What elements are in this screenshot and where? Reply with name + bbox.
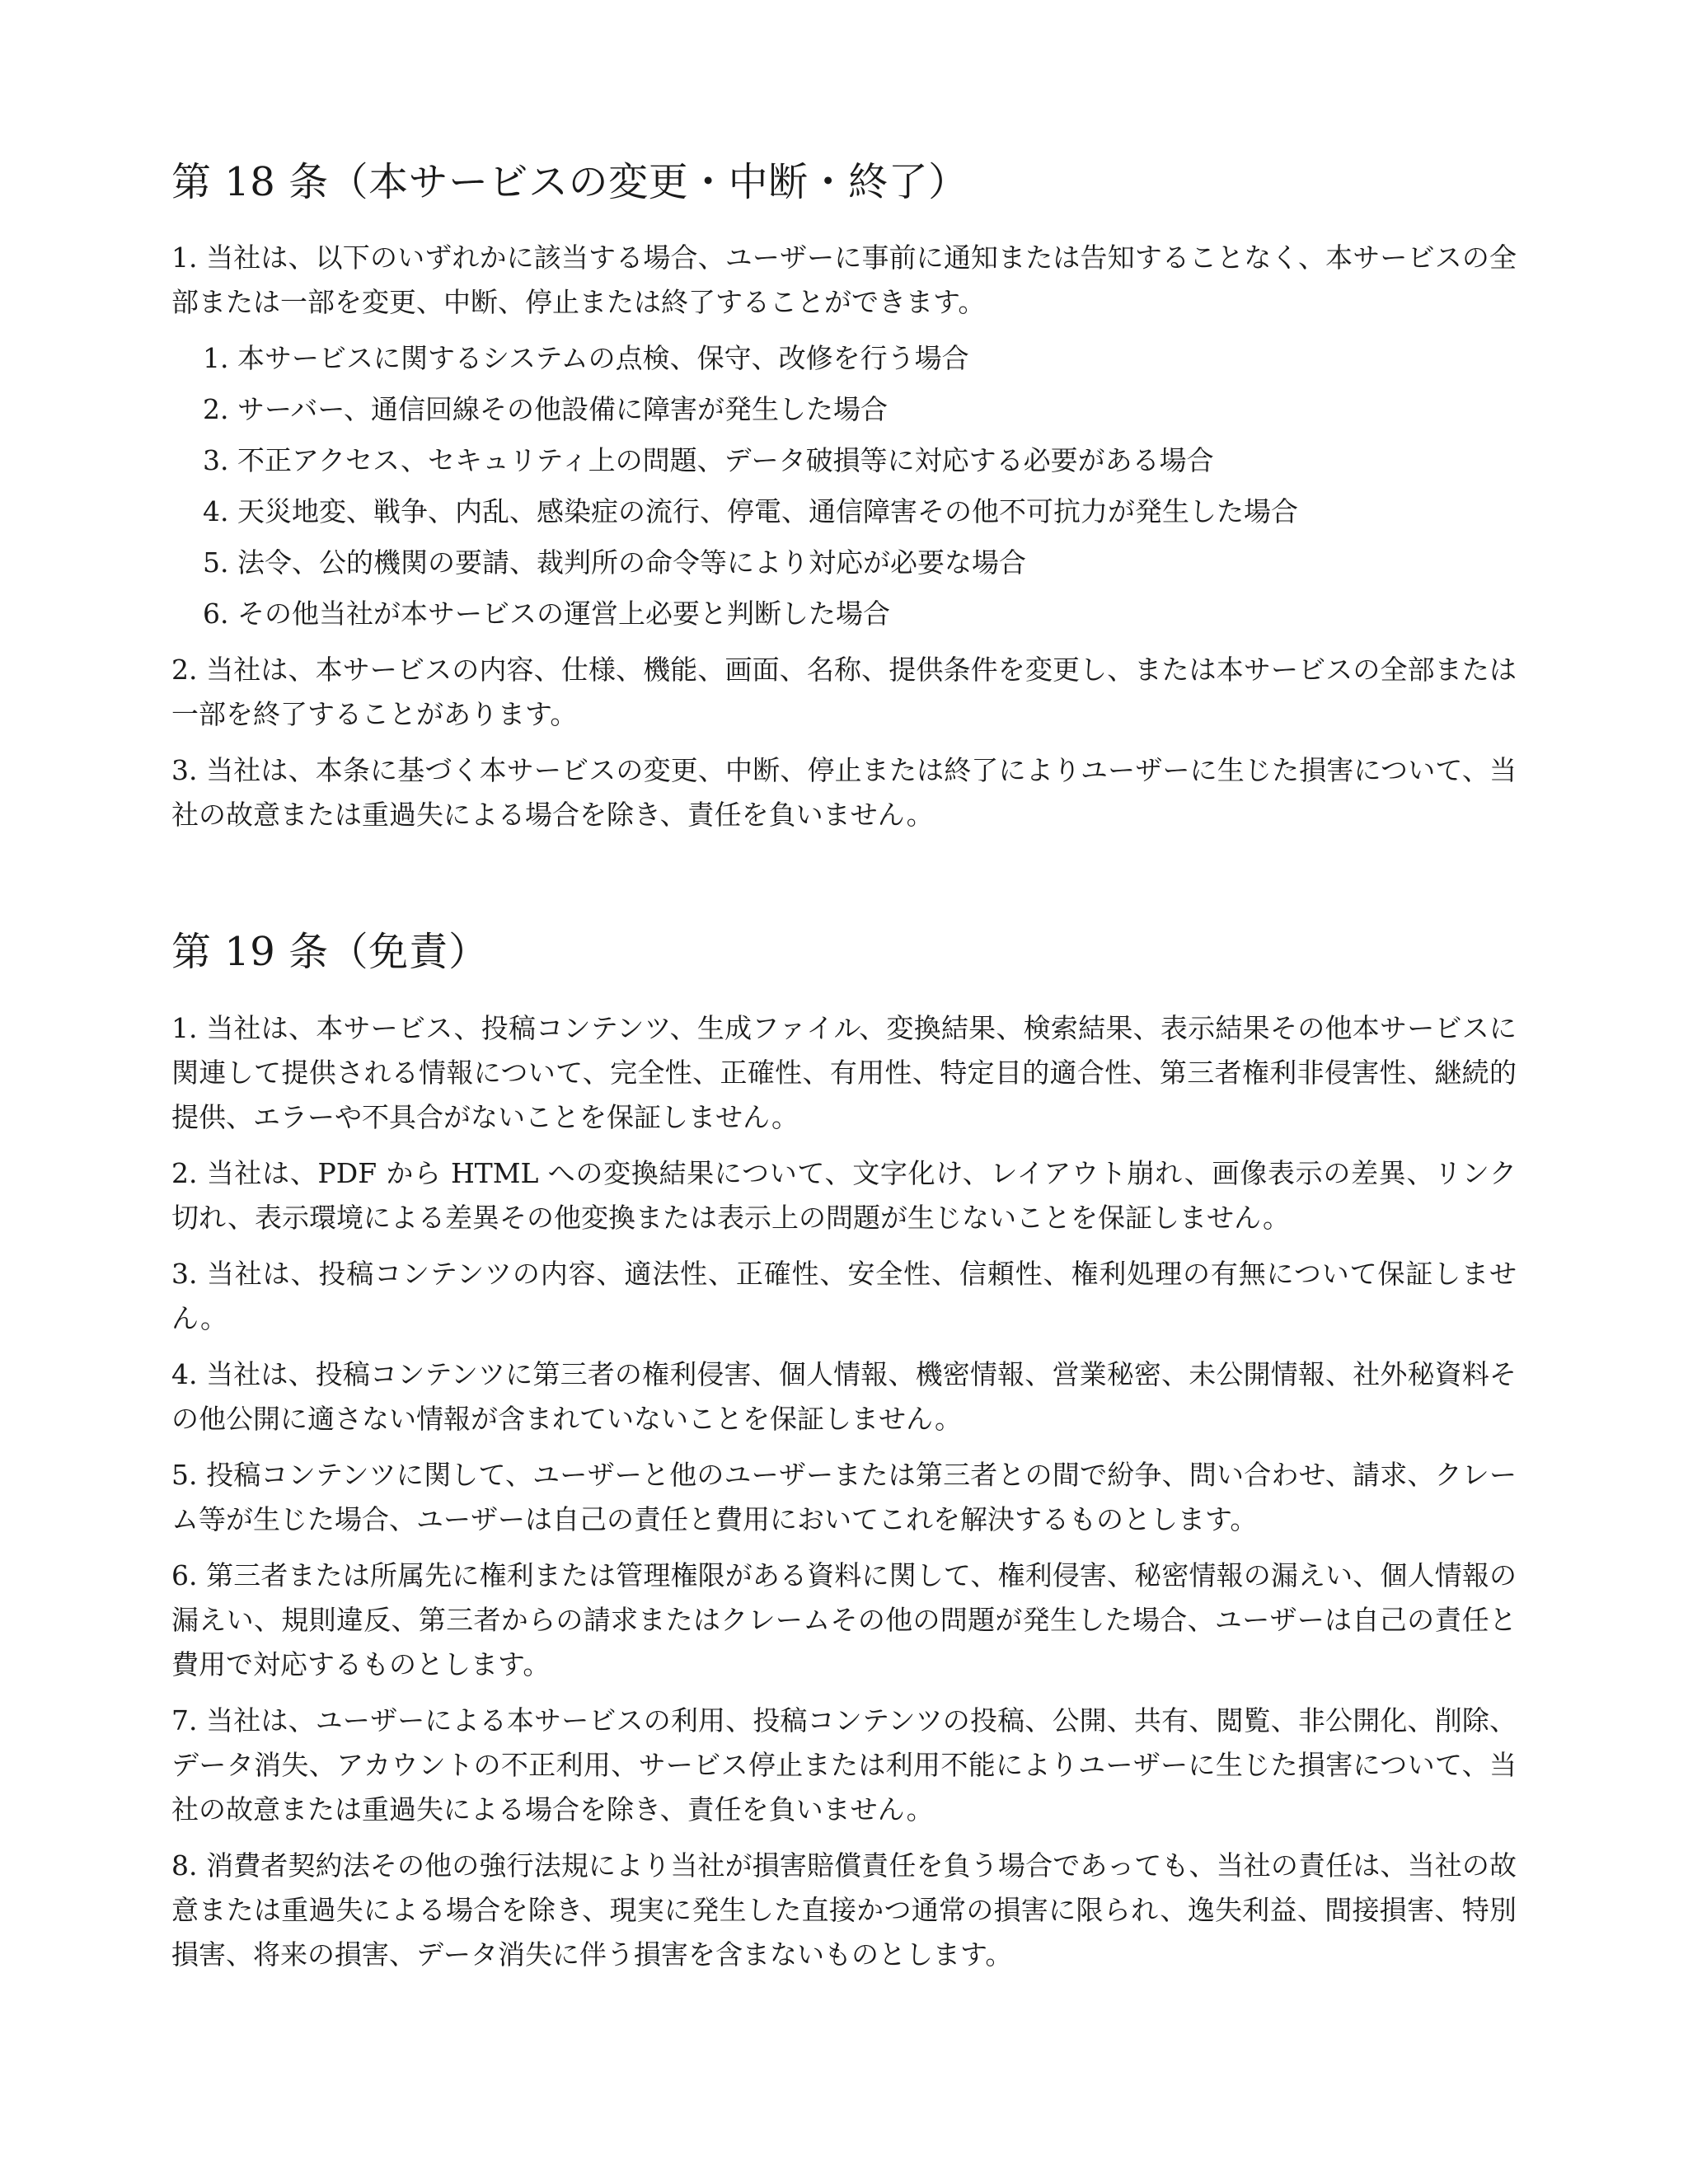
list-item: 1. 本サービスに関するシステムの点検、保守、改修を行う場合 xyxy=(203,342,969,375)
article-19-paragraph-5: 5. 投稿コンテンツに関して、ユーザーと他のユーザーまたは第三者との間で紛争、問い合わせ、請求、クレーム等が生じた場合、ユーザーは自己の責任と費用においてこれを解決するものとします。 xyxy=(171,1458,1517,1535)
article-19-paragraph-4: 4. 当社は、投稿コンテンツに第三者の権利侵害、個人情報、機密情報、営業秘密、未公開情報、社外秘資料その他公開に適さない情報が含まれていないことを保証しません。 xyxy=(171,1357,1517,1435)
list-item: 3. 不正アクセス、セキュリティ上の問題、データ破損等に対応する必要がある場合 xyxy=(203,444,1214,477)
list-item: 4. 天災地変、戦争、内乱、感染症の流行、停電、通信障害その他不可抗力が発生した場合 xyxy=(203,495,1298,528)
article-19-paragraph-6: 6. 第三者または所属先に権利または管理権限がある資料に関して、権利侵害、秘密情報の漏えい、個人情報の漏えい、規則違反、第三者からの請求またはクレームその他の問題が発生した場合、ユーザーは自己の責任と費用で対応するものとします。 xyxy=(171,1558,1517,1680)
list-item: 6. その他当社が本サービスの運営上必要と判断した場合 xyxy=(203,598,890,630)
article-18-paragraph-3: 3. 当社は、本条に基づく本サービスの変更、中断、停止または終了によりユーザーに生じた損害について、当社の故意または重過失による場合を除き、責任を負いません。 xyxy=(171,754,1517,832)
article-19-paragraph-3: 3. 当社は、投稿コンテンツの内容、適法性、正確性、安全性、信頼性、権利処理の有無について保証しません。 xyxy=(171,1257,1517,1334)
article-18-paragraph-1: 1. 当社は、以下のいずれかに該当する場合、ユーザーに事前に通知または告知することなく、本サービスの全部または一部を変更、中断、停止または終了することができます。 xyxy=(171,241,1517,319)
article-18-heading: 第 18 条（本サービスの変更・中断・終了） xyxy=(171,159,968,205)
article-18 xyxy=(171,157,1517,837)
article-18-sublist xyxy=(171,336,1517,636)
article-18-paragraph-2: 2. 当社は、本サービスの内容、仕様、機能、画面、名称、提供条件を変更し、または本サービスの全部または一部を終了することがあります。 xyxy=(171,654,1517,731)
list-item: 5. 法令、公的機関の要請、裁判所の命令等により対応が必要な場合 xyxy=(203,546,1026,579)
article-19-paragraph-1: 1. 当社は、本サービス、投稿コンテンツ、生成ファイル、変換結果、検索結果、表示結果その他本サービスに関連して提供される情報について、完全性、正確性、有用性、特定目的適合性、第三者権利非侵害性、継続的提供、エラーや不具合がないことを保証しません。 xyxy=(171,1011,1517,1133)
article-19-paragraph-2: 2. 当社は、PDF から HTML への変換結果について、文字化け、レイアウト崩れ、画像表示の差異、リンク切れ、表示環境による差異その他変換または表示上の問題が生じないことを保証しません。 xyxy=(171,1156,1517,1234)
article-19-paragraph-8: 8. 消費者契約法その他の強行法規により当社が損害賠償責任を負う場合であっても、当社の責任は、当社の故意または重過失による場合を除き、現実に発生した直接かつ通常の損害に限られ、逸失利益、間接損害、特別損害、将来の損害、データ消失に伴う損害を含まないものとします。 xyxy=(171,1849,1517,1971)
article-19 xyxy=(171,926,1517,1976)
document-page xyxy=(171,157,1517,1989)
list-item: 2. サーバー、通信回線その他設備に障害が発生した場合 xyxy=(203,393,889,426)
article-19-paragraph-7: 7. 当社は、ユーザーによる本サービスの利用、投稿コンテンツの投稿、公開、共有、閲覧、非公開化、削除、データ消失、アカウントの不正利用、サービス停止または利用不能によりユーザーに生じた損害について、当社の故意または重過失による場合を除き、責任を負いません。 xyxy=(171,1704,1517,1825)
article-19-heading: 第 19 条（免責） xyxy=(171,929,489,976)
